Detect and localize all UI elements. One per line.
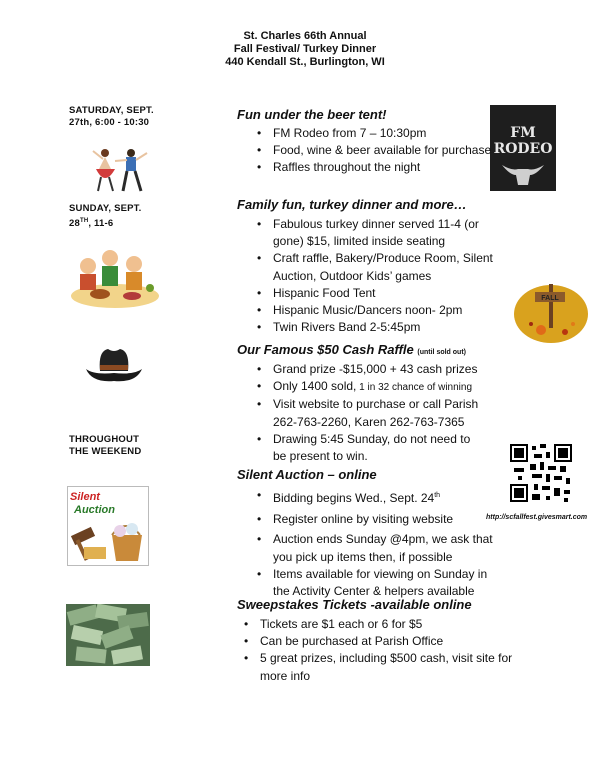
list-item: • 5 great prizes, including $500 cash, visit site for more info xyxy=(237,650,517,684)
list-item: • Register online by visiting website xyxy=(237,511,507,528)
sunday-label: SUNDAY, SEPT. 28TH, 11-6 xyxy=(69,203,142,230)
title-line-1: St. Charles 66th Annual xyxy=(243,30,367,42)
list-item: • Hispanic Food Tent xyxy=(237,285,512,302)
fall-sign-image xyxy=(513,280,589,344)
list-item: • Drawing 5:45 Sunday, do not need to be present to win. xyxy=(237,431,502,465)
list-item: • Items available for viewing on Sunday in the Activity Center & helpers available xyxy=(237,566,507,600)
steer-skull-icon xyxy=(500,161,546,187)
fm-rodeo-poster xyxy=(490,105,556,191)
list-item: • Grand prize -$15,000 + 43 cash prizes xyxy=(237,361,502,378)
gavel-and-basket xyxy=(68,517,148,565)
auction-url-link[interactable]: http://scfallfest.givesmart.com xyxy=(486,514,588,521)
money-pile-image xyxy=(66,604,150,666)
list-item: • Food, wine & beer available for purchase xyxy=(237,142,492,159)
list-item: • Visit website to purchase or call Parish 262-763-2260, Karen 262-763-7365 xyxy=(237,396,502,430)
cash-raffle-heading: Our Famous $50 Cash Raffle (until sold out) xyxy=(237,342,466,357)
list-item: • Bidding begins Wed., Sept. 24th xyxy=(237,487,507,507)
fall-sign-text: FALL xyxy=(541,295,559,302)
silent-auction-list xyxy=(237,487,507,600)
title-line-2: Fall Festival/ Turkey Dinner xyxy=(233,43,377,55)
silent-auction-image: Silent Auction xyxy=(67,486,149,566)
family-feast-image xyxy=(70,244,160,310)
beer-tent-heading: Fun under the beer tent! xyxy=(237,107,387,122)
list-item: • Twin Rivers Band 2-5:45pm xyxy=(237,319,512,336)
dancers-image xyxy=(87,147,155,195)
family-fun-list xyxy=(237,216,512,336)
list-item: • Only 1400 sold, 1 in 32 chance of winning xyxy=(237,378,502,396)
list-item: • Hispanic Music/Dancers noon- 2pm xyxy=(237,302,512,319)
sweepstakes-list xyxy=(237,616,517,685)
cash-raffle-list xyxy=(237,361,502,465)
family-fun-heading: Family fun, turkey dinner and more… xyxy=(237,197,467,212)
sweepstakes-heading: Sweepstakes Tickets -available online xyxy=(237,597,472,612)
list-item: • Can be purchased at Parish Office xyxy=(237,633,517,650)
list-item: • Craft raffle, Bakery/Produce Room, Silent Auction, Outdoor Kids’ games xyxy=(237,250,512,284)
silent-auction-heading: Silent Auction – online xyxy=(237,467,377,482)
title-line-3: 440 Kendall St., Burlington, WI xyxy=(225,56,385,68)
throughout-label: THROUGHOUT THE WEEKEND xyxy=(69,434,142,457)
rodeo-poster-text: FM RODEO xyxy=(493,125,553,157)
saturday-label: SATURDAY, SEPT. 27th, 6:00 - 10:30 xyxy=(69,105,154,128)
flyer-title xyxy=(0,30,610,69)
beer-tent-list xyxy=(237,125,492,177)
cowboy-hat-image xyxy=(84,343,144,387)
list-item: • Fabulous turkey dinner served 11-4 (or gone) $15, limited inside seating xyxy=(237,216,512,250)
raffle-note: (until sold out) xyxy=(417,349,466,356)
list-item: • Raffles throughout the night xyxy=(237,159,492,176)
list-item: • Tickets are $1 each or 6 for $5 xyxy=(237,616,517,633)
list-item: • Auction ends Sunday @4pm, we ask that you pick up items then, if possible xyxy=(237,531,507,565)
list-item: • FM Rodeo from 7 – 10:30pm xyxy=(237,125,492,142)
qr-code[interactable] xyxy=(510,444,572,502)
